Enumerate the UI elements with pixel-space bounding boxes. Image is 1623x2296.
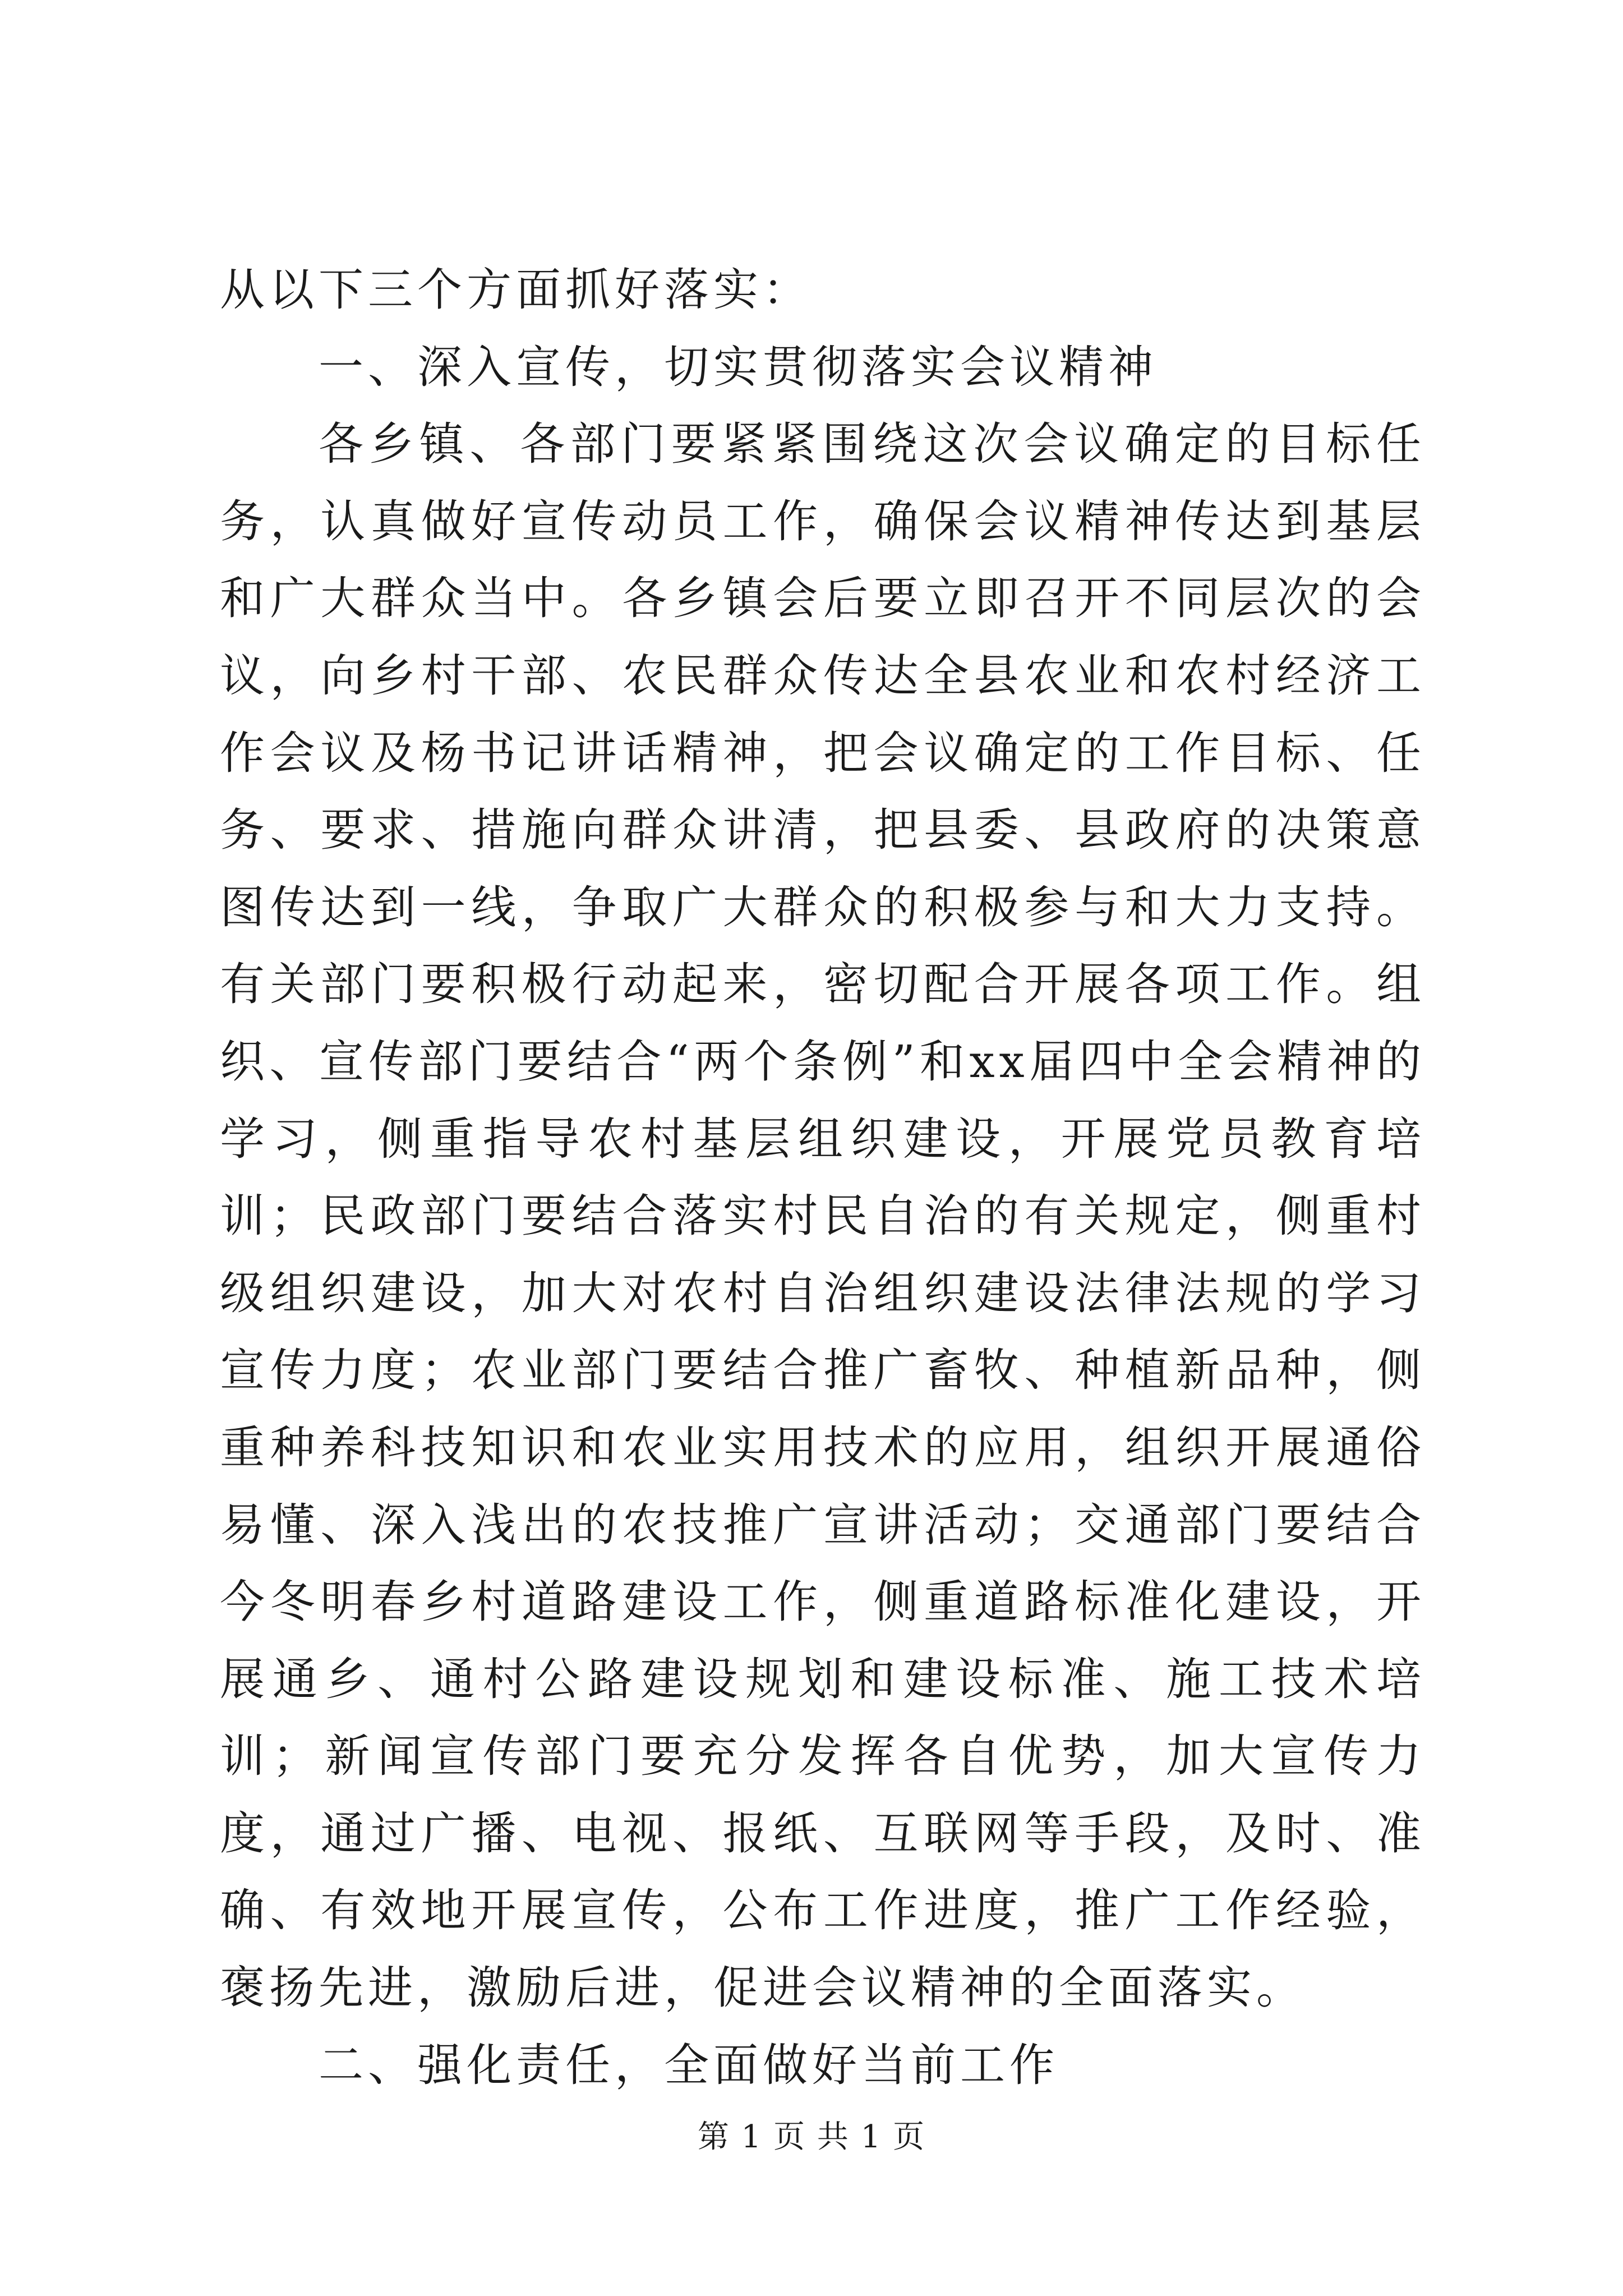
document-body <box>220 251 1426 2104</box>
lead-line: 从以下三个方面抓好落实： <box>220 264 812 316</box>
section-heading-1: 一、深入宣传，切实贯彻落实会议精神 <box>319 341 1158 393</box>
section-heading-2: 二、强化责任，全面做好当前工作 <box>319 2039 1059 2091</box>
page-footer <box>0 2118 1623 2157</box>
page-number-label: 第 1 页 共 1 页 <box>697 2119 926 2155</box>
body-paragraph-1: 各乡镇、各部门要紧紧围绕这次会议确定的目标任务，认真做好宣传动员工作，确保会议精神传达到基层和广大群众当中。各乡镇会后要立即召开不同层次的会议，向乡村干部、农民群众传达全县农业和农村经济工作会议及杨书记讲话精神，把会议确定的工作目标、任务、要求、措施向群众讲清，把县委、县政府的决策意图传达到一线，争取广大群众的积极参与和大力支持。有关部门要积极行动起来，密切配合开展各项工作。组织、宣传部门要结合“两个条例”和xx届四中全会精神的学习，侧重指导农村基层组织建设，开展党员教育培训；民政部门要结合落实村民自治的有关规定，侧重村级组织建设，加大对农村自治组织建设法律法规的学习宣传力度；农业部门要结合推广畜牧、种植新品种，侧重种养科技知识和农业实用技术的应用，组织开展通俗易懂、深入浅出的农技推广宣讲活动；交通部门要结合今冬明春乡村道路建设工作，侧重道路标准化建设，开展通乡、通村公路建设规划和建设标准、施工技术培训；新闻宣传部门要充分发挥各自优势，加大宣传力度，通过广播、电视、报纸、互联网等手段，及时、准确、有效地开展宣传，公布工作进度，推广工作经验，褒扬先进，激励后进，促进会议精神的全面落实。 <box>220 418 1426 2014</box>
